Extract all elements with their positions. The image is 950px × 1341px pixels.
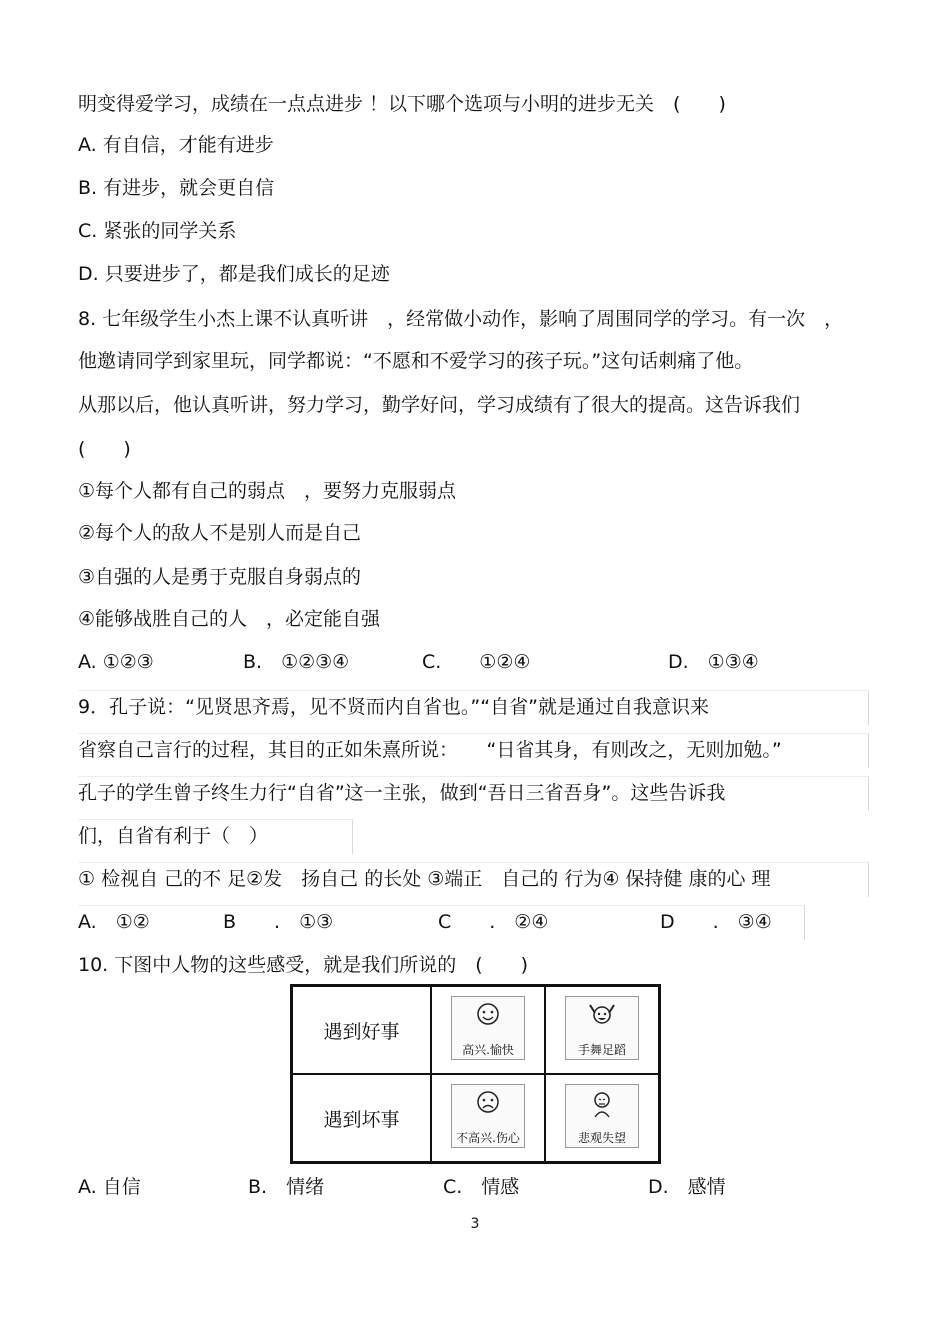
good-event-label: 遇到好事 — [292, 986, 432, 1075]
q8-option-c: C. ①②④ — [422, 651, 531, 673]
q9-option-d: D . ③④ — [660, 911, 772, 933]
q8-statement-4: ④能够战胜自己的人 ，必定能自强 — [78, 608, 381, 630]
q7-option-d: D. 只要进步了，都是我们成长的足迹 — [78, 263, 390, 285]
picture-caption: 手舞足蹈 — [577, 1043, 626, 1057]
q7-option-c: C. 紧张的同学关系 — [78, 220, 237, 242]
sad-face-picture — [451, 1084, 525, 1148]
page-number: 3 — [470, 1216, 480, 1232]
q9-stem-line3: 孔子的学生曾子终生力行“自省”这一主张，做到“吾日三省吾身”。这些告诉我 — [78, 782, 726, 804]
q10-option-a: A. 自信 — [78, 1176, 141, 1198]
picture-caption: 悲观失望 — [577, 1131, 626, 1145]
smiling-face-icon — [472, 1001, 504, 1031]
q9-option-a: A. ①② — [78, 911, 150, 933]
q9-statements: ① 检视自 己的不 足②发 扬自己 的长处 ③端正 自己的 行为④ 保持健 康的心 理 — [78, 868, 771, 890]
q10-option-b: B. 情绪 — [248, 1176, 325, 1198]
q9-stem-line4: 们，自省有利于（ ） — [78, 825, 269, 847]
q10-stem: 10. 下图中人物的这些感受，就是我们所说的 ( ) — [78, 954, 529, 976]
q7-option-a: A. 有自信，才能有进步 — [78, 134, 274, 156]
q8-statement-3: ③自强的人是勇于克服自身弱点的 — [78, 566, 362, 588]
emotion-table — [290, 984, 661, 1164]
q9-option-b: B . ①③ — [223, 911, 334, 933]
q9-option-c: C . ②④ — [438, 911, 549, 933]
q8-stem-line2: 他邀请同学到家里玩，同学都说：“不愿和不爱学习的孩子玩。”这句话刺痛了他。 — [78, 350, 754, 372]
q8-option-d: D. ①③④ — [668, 651, 759, 673]
picture-caption: 高兴.愉快 — [462, 1043, 514, 1057]
q8-statement-1: ①每个人都有自己的弱点 ，要努力克服弱点 — [78, 480, 457, 502]
disappointed-face-icon — [586, 1089, 618, 1119]
q8-stem-line1: 8. 七年级学生小杰上课不认真听讲 ，经常做小动作，影响了周围同学的学习。有一次 ， — [78, 308, 844, 330]
q8-option-a: A. ①②③ — [78, 651, 154, 673]
q8-statement-2: ②每个人的敌人不是别人而是自己 — [78, 522, 362, 544]
bad-event-label: 遇到坏事 — [292, 1074, 432, 1163]
q8-stem-line3: 从那以后，他认真听讲，努力学习，勤学好问，学习成绩有了很大的提高。这告诉我们 — [78, 394, 801, 416]
happy-face-picture — [451, 996, 525, 1060]
picture-caption: 不高兴.伤心 — [456, 1131, 520, 1145]
q9-stem-line1: 9．孔子说：“见贤思齐焉，见不贤而内自省也。”“自省”就是通过自我意识来 — [78, 696, 709, 718]
q10-option-c: C. 情感 — [443, 1176, 520, 1198]
q7-option-b: B. 有进步，就会更自信 — [78, 177, 275, 199]
cheering-person-icon — [586, 1001, 618, 1031]
q8-option-b: B. ①②③④ — [243, 651, 350, 673]
q7-stem-end: 明变得爱学习，成绩在一点点进步 ！以下哪个选项与小明的进步无关 ( ) — [78, 93, 726, 115]
sad-face-icon — [472, 1089, 504, 1119]
q9-stem-line2: 省察自己言行的过程，其目的正如朱熹所说： “日省其身，有则改之，无则加勉。” — [78, 739, 782, 761]
dancing-picture — [565, 996, 639, 1060]
q8-answer-paren: ( ) — [78, 438, 131, 460]
disappointed-picture — [565, 1084, 639, 1148]
q10-option-d: D. 感情 — [648, 1176, 726, 1198]
